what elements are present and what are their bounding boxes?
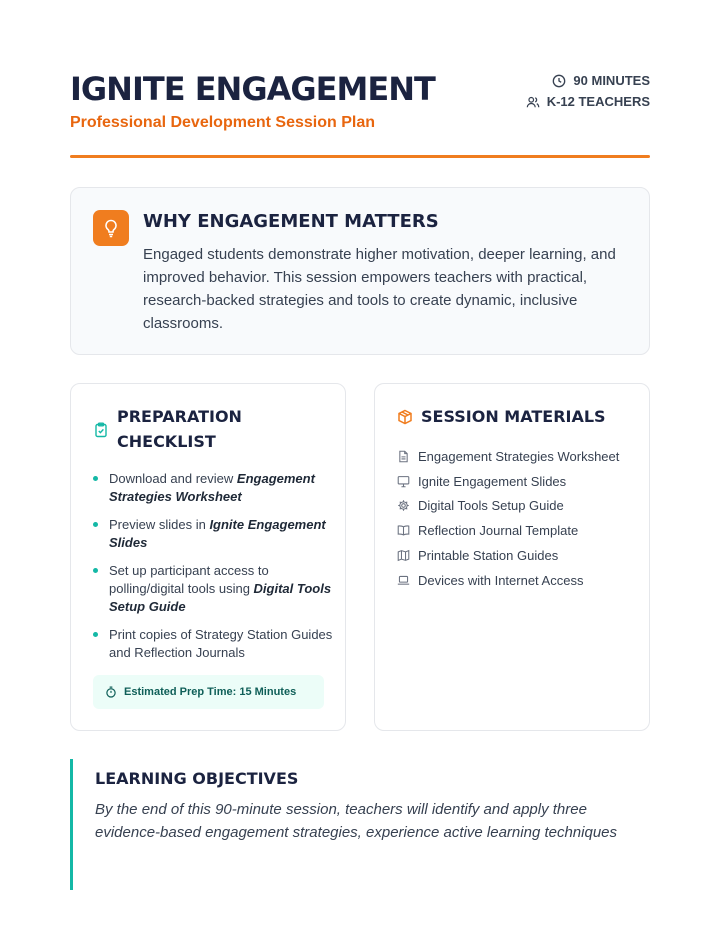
book-icon: [397, 524, 410, 537]
list-item: Set up participant access to polling/digital tools using Digital Tools Setup Guide: [93, 562, 333, 616]
objectives-body: By the end of this 90-minute session, teachers will identify and apply three evidence-based engagement strategies, experience active learning techniques: [95, 801, 618, 841]
duration-text: 90 MINUTES: [573, 73, 650, 88]
list-item: Printable Station Guides: [397, 543, 619, 568]
list-item: Preview slides in Ignite Engagement Slides: [93, 516, 333, 552]
box-icon: [397, 409, 413, 425]
laptop-icon: [397, 574, 410, 587]
clock-icon: [552, 74, 566, 88]
list-item: Download and review Engagement Strategies Worksheet: [93, 470, 333, 506]
materials-title: SESSION MATERIALS: [421, 407, 606, 426]
session-materials-card: [374, 383, 650, 731]
list-item: Devices with Internet Access: [397, 568, 619, 593]
list-item: Digital Tools Setup Guide: [397, 494, 619, 519]
materials-list: [397, 444, 619, 593]
stopwatch-icon: [105, 686, 117, 698]
list-item: Ignite Engagement Slides: [397, 469, 619, 494]
gear-icon: [397, 499, 410, 512]
why-body: Engaged students demonstrate higher motivation, deeper learning, and improved behavior. This session empowers teachers with practical, research-backed strategies and tools to create dynamic, inclusive classrooms.: [143, 246, 616, 332]
preparation-checklist-card: [70, 383, 346, 731]
checklist-title: PREPARATION CHECKLIST: [117, 407, 242, 451]
prep-time-text: Estimated Prep Time: 15 Minutes: [124, 686, 297, 698]
lightbulb-icon: [93, 210, 129, 246]
session-meta: [526, 70, 650, 112]
audience-text: K-12 TEACHERS: [546, 94, 650, 109]
checklist-items: [93, 470, 333, 672]
clipboard-check-icon: [93, 422, 109, 438]
header-divider: [70, 155, 650, 158]
why-engagement-card: [70, 187, 650, 355]
map-icon: [397, 549, 410, 562]
duration-row: [526, 70, 650, 91]
learning-objectives-section: [70, 759, 650, 890]
users-icon: [526, 95, 540, 109]
presentation-icon: [397, 475, 410, 488]
header: [70, 70, 650, 140]
why-title: WHY ENGAGEMENT MATTERS: [143, 211, 439, 232]
list-item: Reflection Journal Template: [397, 518, 619, 543]
audience-row: [526, 91, 650, 112]
page-title: IGNITE ENGAGEMENT: [70, 70, 435, 108]
document-icon: [397, 450, 410, 463]
list-item: Print copies of Strategy Station Guides and Reflection Journals: [93, 626, 333, 662]
objectives-title: LEARNING OBJECTIVES: [95, 769, 299, 788]
prep-time-badge: [93, 675, 324, 709]
list-item: Engagement Strategies Worksheet: [397, 444, 619, 469]
page-subtitle: Professional Development Session Plan: [70, 114, 375, 131]
